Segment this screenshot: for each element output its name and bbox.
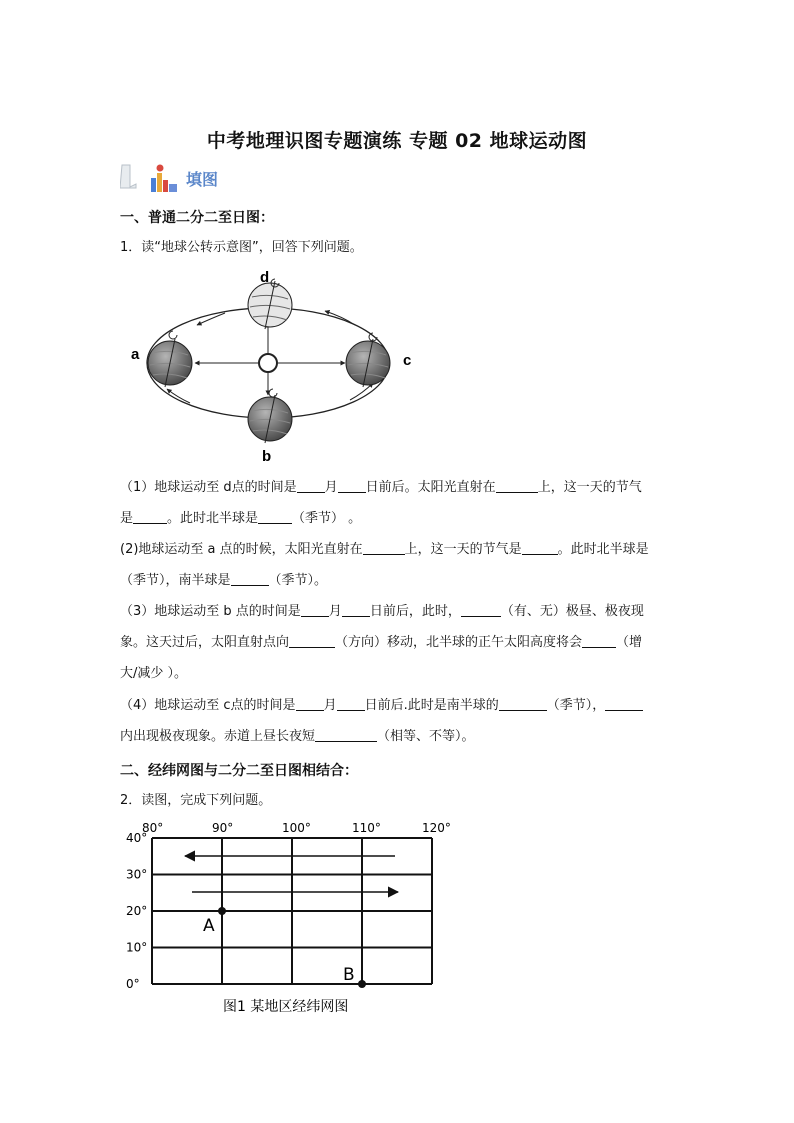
point-a-marker <box>218 907 226 915</box>
q1-part2: (2)地球运动至 a 点的时候，太阳光直射在 上，这一天的节气是 。此时北半球是 （季节），南半球是 （季节）。 <box>120 542 649 588</box>
earth-d-icon <box>248 279 292 329</box>
answer-blank[interactable] <box>296 696 324 711</box>
answer-blank[interactable] <box>315 727 377 742</box>
point-a-label: A <box>203 916 215 936</box>
sun-icon <box>259 354 277 372</box>
q1-part3: （3）地球运动至 b 点的时间是 月 日前后，此时， （有、无）极昼、极夜现 象。这天过后，太阳直射点向 （方向）移动，北半球的正午太阳高度将会 （增 大/减少 ）。 <box>120 604 644 681</box>
longitude-label: 90° <box>212 821 234 835</box>
grid-lines <box>152 838 432 984</box>
page-title: 中考地理识图专题演练 专题 02 地球运动图 <box>206 130 588 152</box>
fill-label: 填图 <box>186 169 219 189</box>
answer-blank[interactable] <box>605 696 643 711</box>
label-b: b <box>262 448 272 465</box>
answer-blank[interactable] <box>499 696 547 711</box>
latitude-label: 0° <box>126 977 140 991</box>
answer-blank[interactable] <box>496 478 538 493</box>
latitude-label: 20° <box>126 904 148 918</box>
answer-blank[interactable] <box>582 633 616 648</box>
point-b-marker <box>358 980 366 988</box>
longitude-label: 110° <box>352 821 381 835</box>
fill-diagram-icon <box>120 162 180 194</box>
label-a: a <box>131 346 140 363</box>
q1-stem: 1．读“地球公转示意图”，回答下列问题。 <box>120 240 363 255</box>
earth-b-icon <box>248 389 292 443</box>
longitude-label: 80° <box>142 821 164 835</box>
answer-blank[interactable] <box>231 571 269 586</box>
latitude-label: 30° <box>126 867 148 882</box>
answer-blank[interactable] <box>289 633 335 648</box>
earth-a-icon <box>148 331 192 387</box>
answer-blank[interactable] <box>342 602 370 617</box>
q2-stem: 2．读图，完成下列问题。 <box>120 793 272 808</box>
fill-section-header <box>120 160 218 196</box>
point-b-label: B <box>343 965 355 985</box>
label-d: d <box>260 269 270 286</box>
answer-blank[interactable] <box>338 478 366 493</box>
latitude-label: 10° <box>126 940 148 955</box>
figure2-caption: 图1 某地区经纬网图 <box>223 999 349 1015</box>
longitude-label: 120° <box>422 821 451 835</box>
latitude-label: 40° <box>126 831 148 845</box>
orbit-diagram <box>125 265 425 465</box>
earth-c-icon <box>346 333 390 387</box>
answer-blank[interactable] <box>258 509 292 524</box>
label-c: c <box>403 352 412 369</box>
answer-blank[interactable] <box>297 478 325 493</box>
answer-blank[interactable] <box>522 540 558 555</box>
latitude-labels <box>126 831 147 991</box>
answer-blank[interactable] <box>461 602 501 617</box>
answer-blank[interactable] <box>337 696 365 711</box>
answer-blank[interactable] <box>301 602 329 617</box>
lat-lon-grid-figure <box>120 818 460 1018</box>
q1-part1: （1）地球运动至 d点的时间是 月 日前后。太阳光直射在 上，这一天的节气 是 。此时北半球是 （季节） 。 <box>120 480 642 526</box>
answer-blank[interactable] <box>363 540 405 555</box>
answer-blank[interactable] <box>133 509 167 524</box>
longitude-labels <box>142 821 451 835</box>
section1-heading: 一、普通二分二至日图： <box>120 210 274 226</box>
section2-heading: 二、经纬网图与二分二至日图相结合： <box>120 763 358 779</box>
longitude-label: 100° <box>282 821 311 835</box>
q1-part4: （4）地球运动至 c点的时间是 月 日前后.此时是南半球的 （季节）， 内出现极夜现象。赤道上昼长夜短 （相等、不等）。 <box>120 690 680 752</box>
